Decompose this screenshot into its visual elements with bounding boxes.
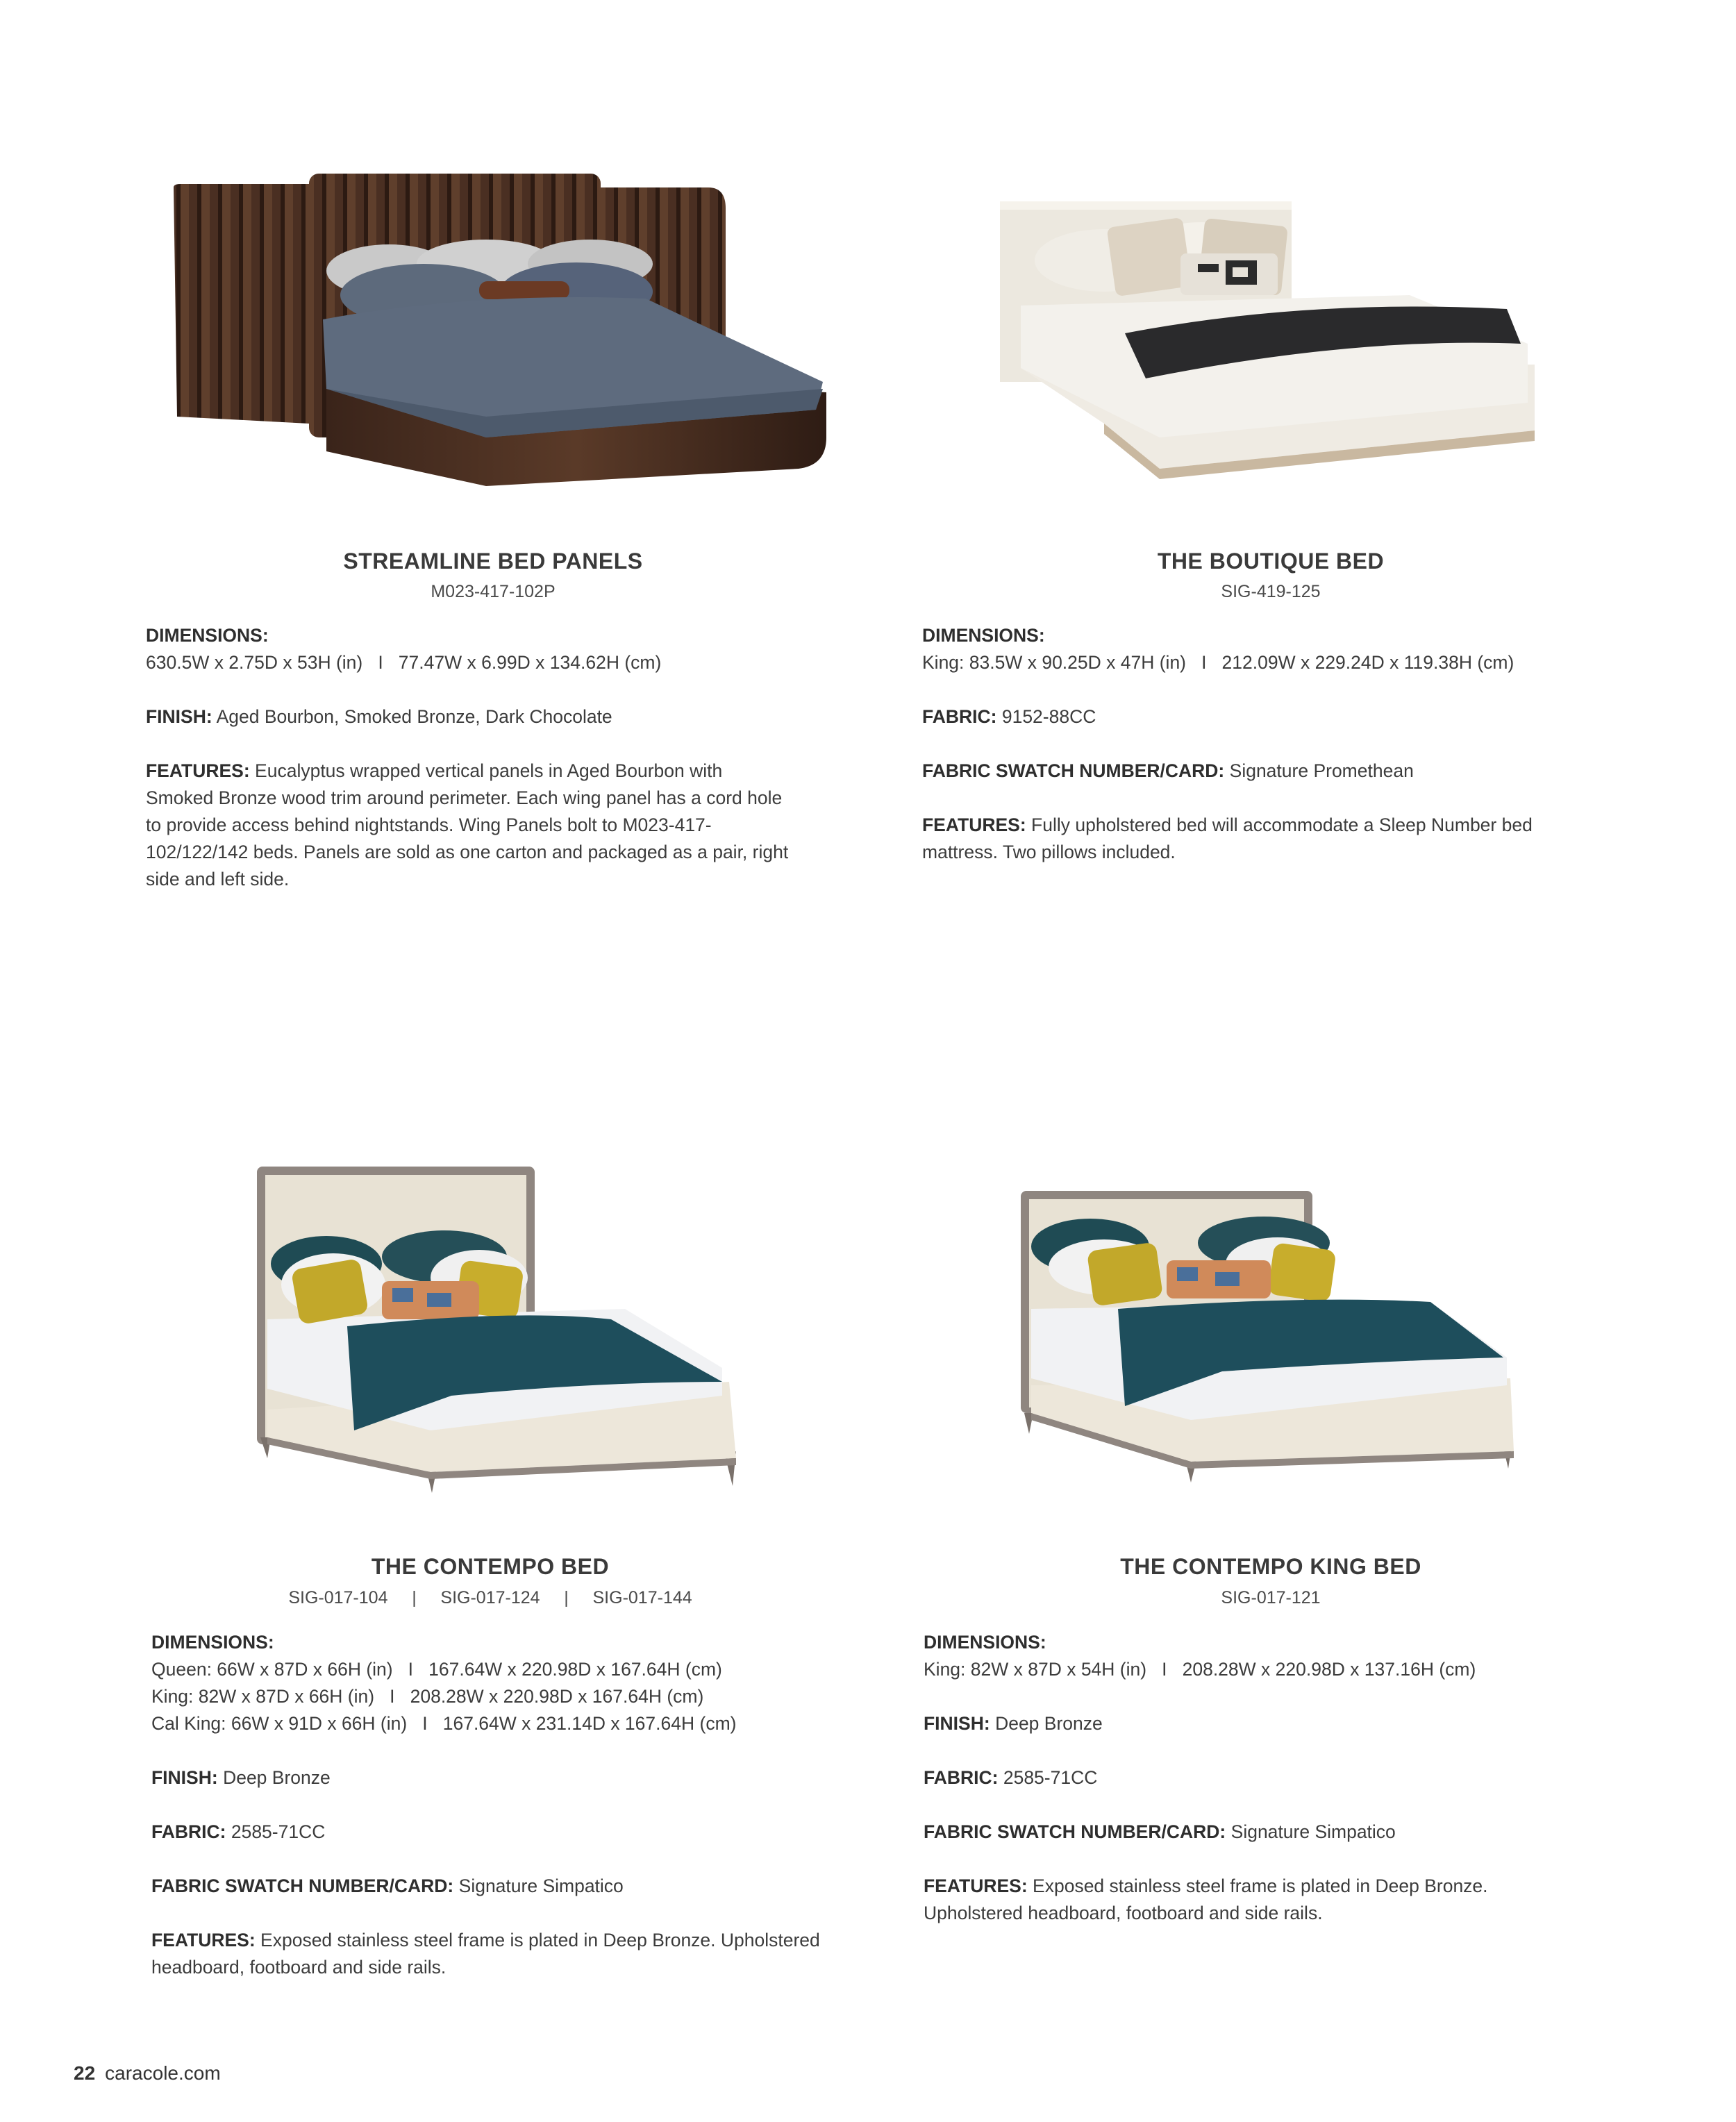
product-sku: SIG-419-125 xyxy=(1221,582,1321,601)
finish-value: Aged Bourbon, Smoked Bronze, Dark Chocolate xyxy=(216,706,612,727)
dimensions-label: DIMENSIONS: xyxy=(151,1632,274,1653)
features-label: FEATURES: xyxy=(146,760,250,781)
product-sku: M023-417-102P xyxy=(431,582,556,601)
features-value: Eucalyptus wrapped vertical panels in Aged Bourbon with Smoked Bronze wood trim around perimeter. Each wing panel has a cord hole to provide access behind nightstands. Wing Panels bolt to M023-417-102/122/142 beds. Panels are sold as one carton and packaged as a pair, right side and left side. xyxy=(146,760,789,889)
page-number: 22 xyxy=(74,2062,96,2084)
product-title: STREAMLINE BED PANELS xyxy=(343,549,643,574)
product-sku: SIG-017-121 xyxy=(1221,1588,1321,1607)
dimensions-line: Queen: 66W x 87D x 66H (in) I 167.64W x 220.98D x 167.64H (cm) xyxy=(151,1659,722,1680)
dimensions-label: DIMENSIONS: xyxy=(924,1632,1046,1653)
dimensions-line: 630.5W x 2.75D x 53H (in) I 77.47W x 6.99D x 134.62H (cm) xyxy=(146,652,662,673)
finish-label: FINISH: xyxy=(146,706,212,727)
features-label: FEATURES: xyxy=(151,1930,256,1950)
features-value: Fully upholstered bed will accommodate a Sleep Number bed mattress. Two pillows included. xyxy=(922,814,1533,862)
dimensions-line: King: 82W x 87D x 54H (in) I 208.28W x 220.98D x 137.16H (cm) xyxy=(924,1659,1476,1680)
product-title: THE CONTEMPO BED xyxy=(371,1554,610,1579)
swatch-value: Signature Simpatico xyxy=(1230,1821,1396,1842)
contempo-bed-image xyxy=(250,1160,750,1500)
fabric-label: FABRIC: xyxy=(922,706,997,727)
finish-value: Deep Bronze xyxy=(995,1713,1103,1734)
finish-label: FINISH: xyxy=(151,1767,218,1788)
finish-label: FINISH: xyxy=(924,1713,990,1734)
fabric-value: 9152-88CC xyxy=(1001,706,1096,727)
swatch-label: FABRIC SWATCH NUMBER/CARD: xyxy=(924,1821,1226,1842)
streamline-bed-panels-image xyxy=(160,160,826,493)
finish-value: Deep Bronze xyxy=(223,1767,331,1788)
features-value: Exposed stainless steel frame is plated in Deep Bronze. Upholstered headboard, footboard and side rails. xyxy=(151,1930,820,1978)
features-value: Exposed stainless steel frame is plated in Deep Bronze. Upholstered headboard, footboard and side rails. xyxy=(924,1875,1488,1923)
dimensions-label: DIMENSIONS: xyxy=(146,625,269,646)
swatch-value: Signature Promethean xyxy=(1229,760,1414,781)
product-title: THE BOUTIQUE BED xyxy=(1157,549,1385,574)
dimensions-line: King: 83.5W x 90.25D x 47H (in) I 212.09W x 229.24D x 119.38H (cm) xyxy=(922,652,1514,673)
dimensions-line: Cal King: 66W x 91D x 66H (in) I 167.64W x 231.14D x 167.64H (cm) xyxy=(151,1713,737,1734)
product-specs xyxy=(151,1629,832,2008)
product-specs xyxy=(924,1629,1576,1954)
dimensions-line: King: 82W x 87D x 66H (in) I 208.28W x 220.98D x 167.64H (cm) xyxy=(151,1686,704,1707)
product-specs xyxy=(922,622,1575,893)
fabric-value: 2585-71CC xyxy=(1003,1767,1098,1788)
boutique-bed-image xyxy=(993,194,1549,486)
fabric-value: 2585-71CC xyxy=(231,1821,326,1842)
swatch-label: FABRIC SWATCH NUMBER/CARD: xyxy=(151,1875,454,1896)
fabric-label: FABRIC: xyxy=(924,1767,999,1788)
contempo-king-bed-image xyxy=(1014,1184,1528,1489)
product-specs xyxy=(146,622,792,920)
site-link[interactable]: caracole.com xyxy=(105,2062,221,2084)
swatch-label: FABRIC SWATCH NUMBER/CARD: xyxy=(922,760,1225,781)
product-title: THE CONTEMPO KING BED xyxy=(1120,1554,1421,1579)
fabric-label: FABRIC: xyxy=(151,1821,226,1842)
dimensions-label: DIMENSIONS: xyxy=(922,625,1045,646)
product-sku: SIG-017-104 | SIG-017-124 | SIG-017-144 xyxy=(288,1588,692,1607)
page-footer xyxy=(74,2062,221,2085)
features-label: FEATURES: xyxy=(924,1875,1028,1896)
features-label: FEATURES: xyxy=(922,814,1026,835)
swatch-value: Signature Simpatico xyxy=(458,1875,624,1896)
